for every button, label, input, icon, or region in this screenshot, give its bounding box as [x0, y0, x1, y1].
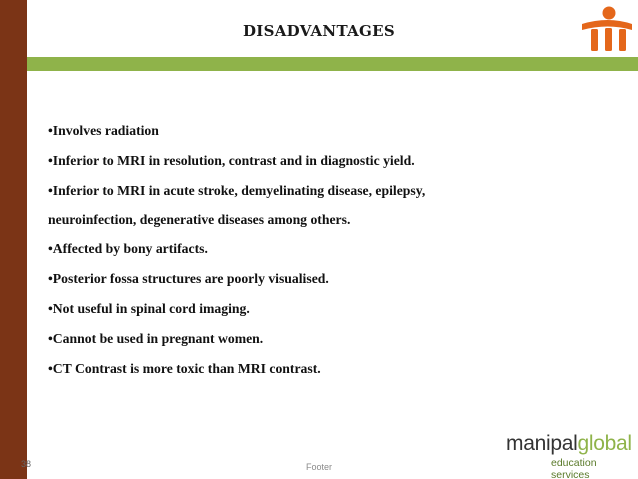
brand-name-part1: manipal	[506, 432, 578, 455]
footer-text: Footer	[305, 462, 332, 472]
bullet-item: •Posterior fossa structures are poorly visualised.	[48, 271, 329, 286]
header-band	[27, 57, 638, 71]
bullet-item: •Involves radiation	[48, 123, 159, 138]
bullet-item: •Affected by bony artifacts.	[48, 241, 208, 256]
bullet-item: •Not useful in spinal cord imaging.	[48, 301, 250, 316]
brand-name	[506, 432, 634, 456]
bullet-list	[48, 116, 568, 384]
page-number: 38	[21, 459, 32, 469]
bullet-item: •Cannot be used in pregnant women.	[48, 331, 264, 346]
slide-title: DISADVANTAGES	[242, 22, 396, 40]
manipal-logo-icon	[578, 4, 634, 54]
brand-subtitle: education services	[551, 457, 597, 479]
brand-logo	[506, 432, 634, 479]
brand-name-part2: global	[577, 432, 632, 455]
bullet-item: •Inferior to MRI in resolution, contrast and in diagnostic yield.	[48, 153, 415, 168]
bullet-item: •CT Contrast is more toxic than MRI contrast.	[48, 361, 321, 376]
bullet-item-continuation: neuroinfection, degenerative diseases among others.	[48, 212, 351, 227]
bullet-item: •Inferior to MRI in acute stroke, demyelinating disease, epilepsy,	[48, 183, 426, 198]
left-accent-bar	[0, 0, 27, 479]
